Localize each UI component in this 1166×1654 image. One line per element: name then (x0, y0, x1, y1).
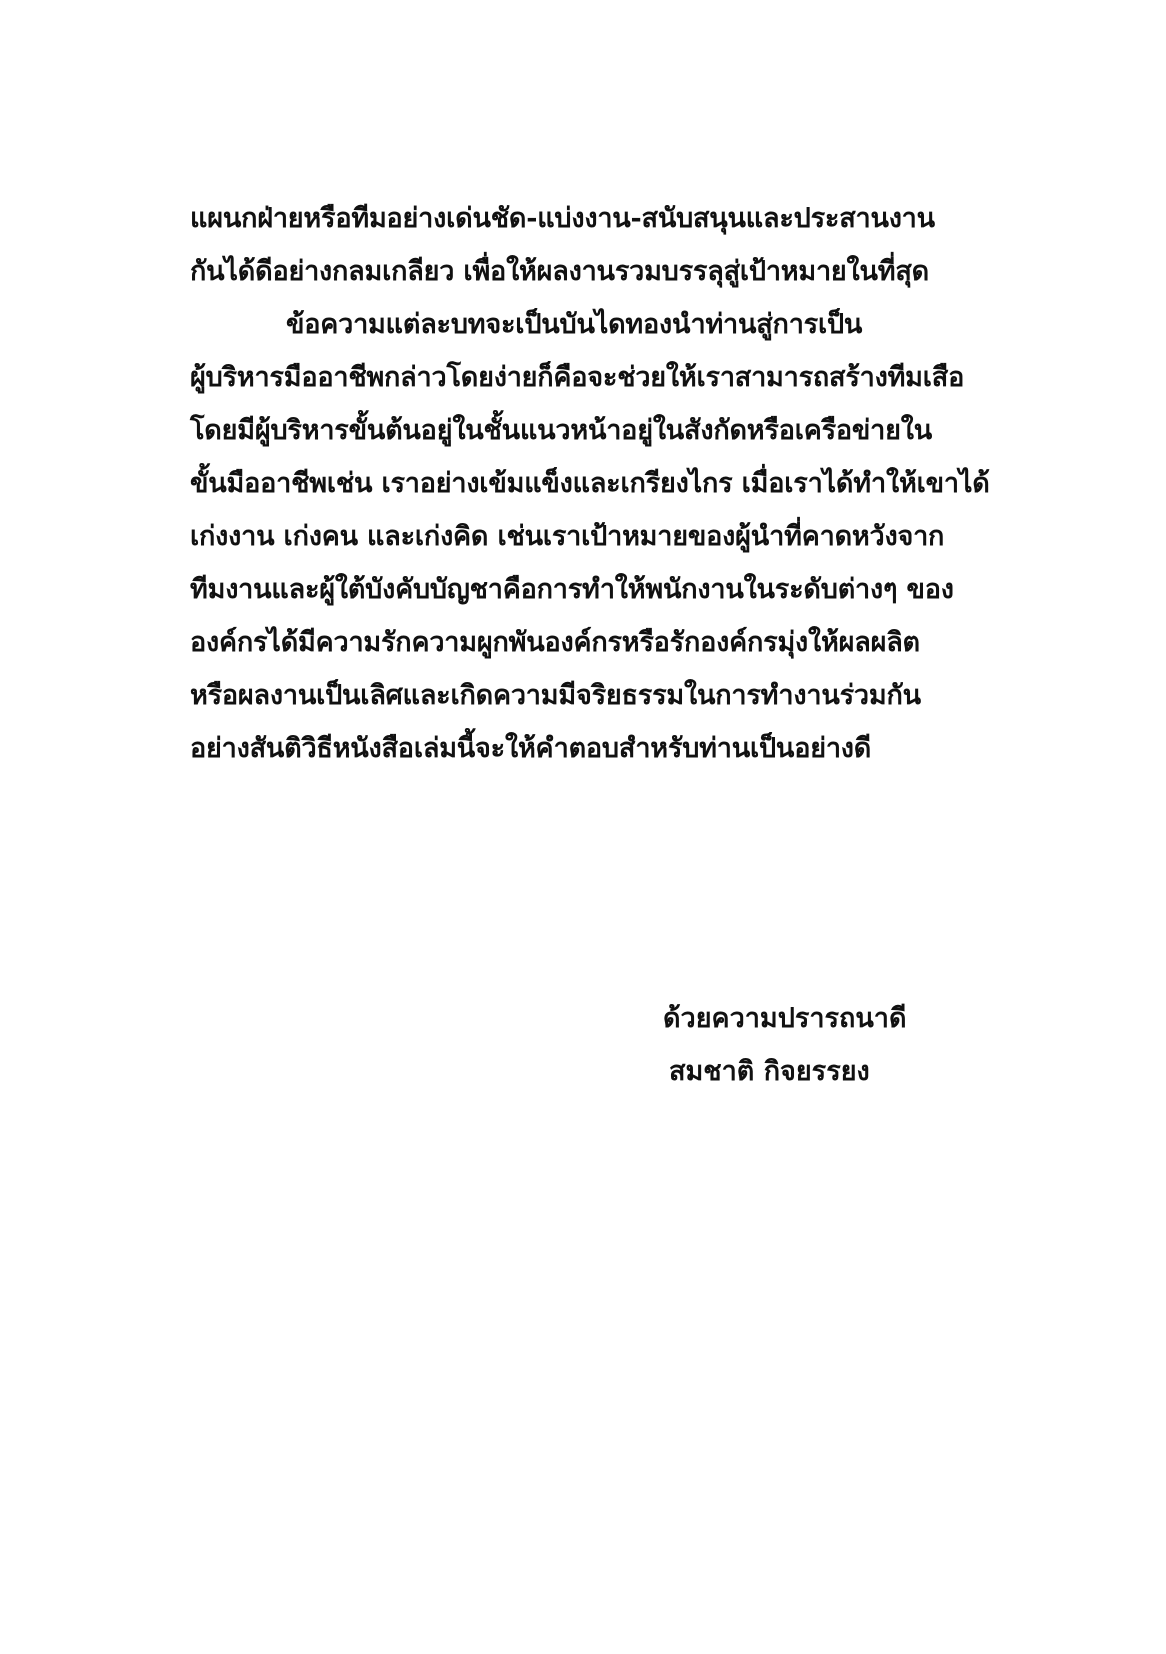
paragraph-line-7: เก่งงาน เก่งคน และเก่งคิด เช่นเราเป้าหมายของผู้นำที่คาดหวังจาก (190, 521, 945, 552)
paragraph-line-2: กันได้ดีอย่างกลมเกลียว เพื่อให้ผลงานรวมบรรลุสู่เป้าหมายในที่สุด (190, 256, 930, 287)
paragraph-line-6: ขั้นมืออาชีพเช่น เราอย่างเข้มแข็งและเกรียงไกร เมื่อเราได้ทำให้เขาได้ (190, 468, 990, 499)
paragraph-line-5: โดยมีผู้บริหารขั้นต้นอยู่ในชั้นแนวหน้าอยู่ในสังกัดหรือเครือข่ายใน (190, 415, 933, 446)
closing-greeting: ด้วยความปรารถนาดี (663, 1003, 907, 1034)
paragraph-line-8: ทีมงานและผู้ใต้บังคับบัญชาคือการทำให้พนักงานในระดับต่างๆ ของ (190, 574, 954, 605)
paragraph-line-11: อย่างสันติวิธีหนังสือเล่มนี้จะให้คำตอบสำหรับท่านเป็นอย่างดี (190, 733, 872, 764)
paragraph-line-9: องค์กรได้มีความรักความผูกพันองค์กรหรือรักองค์กรมุ่งให้ผลผลิต (190, 627, 920, 658)
author-signature: สมชาติ กิจยรรยง (669, 1056, 870, 1087)
paragraph-line-10: หรือผลงานเป็นเลิศและเกิดความมีจริยธรรมในการทำงานร่วมกัน (190, 680, 921, 711)
paragraph-line-3: ข้อความแต่ละบทจะเป็นบันไดทองนำท่านสู่การเป็น (286, 309, 863, 340)
paragraph-line-1: แผนกฝ่ายหรือทีมอย่างเด่นชัด-แบ่งงาน-สนับสนุนและประสานงาน (190, 203, 935, 234)
paragraph-line-4: ผู้บริหารมืออาชีพกล่าวโดยง่ายก็คือจะช่วยให้เราสามารถสร้างทีมเสือ (190, 362, 965, 393)
